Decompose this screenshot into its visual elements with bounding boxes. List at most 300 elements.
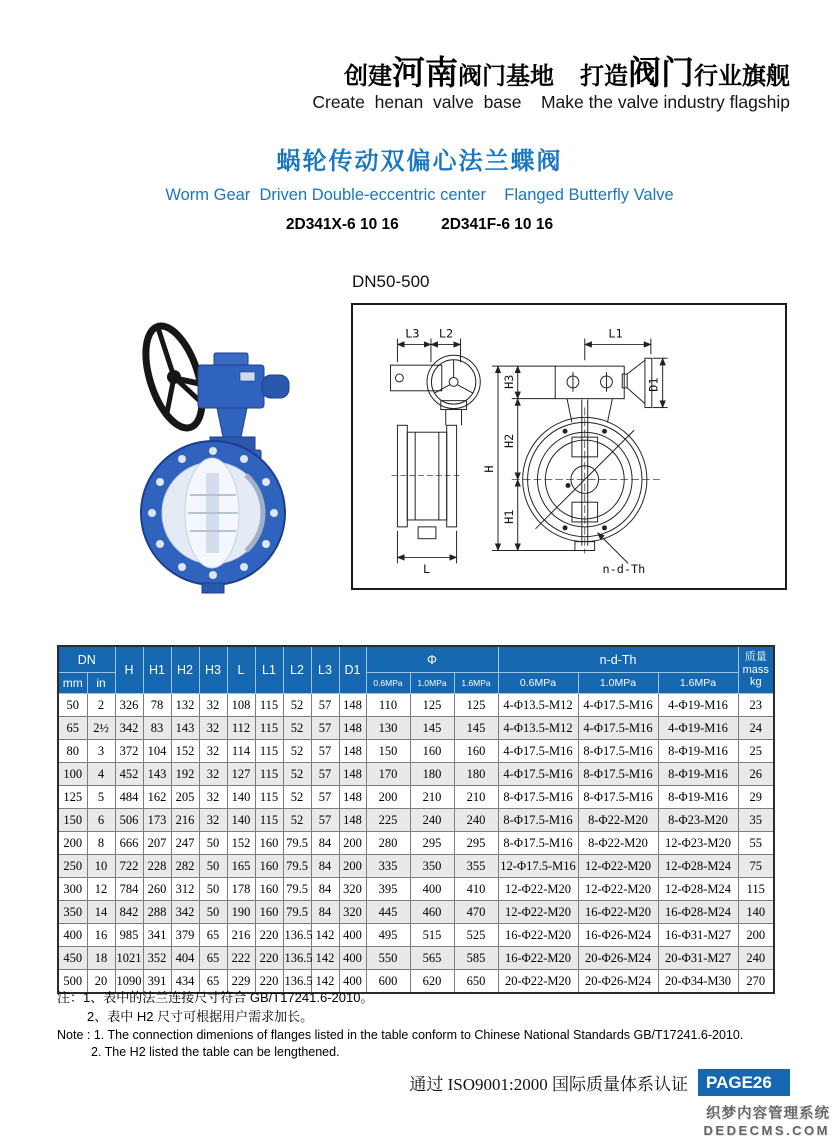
table-cell: 515 [410,924,454,947]
table-cell: 160 [410,740,454,763]
table-cell: 16 [87,924,115,947]
footer [0,1069,790,1096]
table-cell: 207 [143,832,171,855]
table-cell: 148 [339,763,366,786]
table-cell: 142 [311,924,339,947]
table-cell: 148 [339,694,366,717]
header-mass-unit: kg [749,676,762,689]
table-cell: 280 [366,832,410,855]
table-cell: 150 [366,740,410,763]
table-cell: 220 [255,970,283,994]
table-cell: 282 [171,855,199,878]
table-cell: 84 [311,901,339,924]
table-cell: 2 [87,694,115,717]
header-phi-10: 1.0MPa [410,673,454,694]
table-cell: 8-Φ23-M20 [658,809,738,832]
header-h2: H2 [171,646,199,694]
table-cell: 8-Φ17.5-M16 [498,832,578,855]
table-cell: 8-Φ17.5-M16 [498,809,578,832]
valve-body [141,441,285,593]
table-cell: 32 [199,740,227,763]
table-cell: 145 [454,717,498,740]
table-cell: 8 [87,832,115,855]
table-cell: 136.5 [283,924,311,947]
table-cell: 165 [227,855,255,878]
table-cell: 32 [199,786,227,809]
table-cell: 342 [171,901,199,924]
header-l: L [227,646,255,694]
product-title-zh: 蜗轮传动双偏心法兰蝶阀 [276,148,563,175]
table-cell: 115 [255,694,283,717]
table-cell: 114 [227,740,255,763]
table-cell: 220 [255,924,283,947]
watermark-line1: 织梦内容管理系统 [706,1106,830,1122]
table-cell: 80 [58,740,87,763]
notes [57,989,743,1060]
table-cell: 4-Φ17.5-M16 [498,763,578,786]
table-cell: 50 [199,855,227,878]
note-en-1: Note : 1. The connection dimenions of flanges listed in the table conform to Chinese National Standards GB/T17241.6-2010. [57,1027,744,1042]
dim-label-h2: H2 [501,433,516,448]
masthead-slogan-en: Create henan valve base Make the valve industry flagship [312,92,790,112]
table-cell: 170 [366,763,410,786]
table-cell: 525 [454,924,498,947]
table-cell: 52 [283,740,311,763]
table-cell: 55 [738,832,774,855]
table-cell: 16-Φ22-M20 [498,947,578,970]
table-cell: 650 [454,970,498,994]
table-cell: 83 [143,717,171,740]
dim-label-l2: L2 [438,326,454,341]
table-cell: 4-Φ13.5-M12 [498,694,578,717]
table-cell: 152 [227,832,255,855]
table-cell: 1021 [115,947,143,970]
table-cell: 250 [58,855,87,878]
table-cell: 842 [115,901,143,924]
table-cell: 4 [87,763,115,786]
table-cell: 5 [87,786,115,809]
dim-label-d1: D1 [646,377,661,392]
table-cell: 470 [454,901,498,924]
table-cell: 152 [171,740,199,763]
model-number-right: 2D341F-6 10 16 [441,216,554,233]
table-cell: 220 [255,947,283,970]
table-cell: 52 [283,786,311,809]
table-cell: 12-Φ22-M20 [498,901,578,924]
table-cell: 142 [311,970,339,994]
table-cell: 192 [171,763,199,786]
table-cell: 341 [143,924,171,947]
table-cell: 35 [738,809,774,832]
table-cell: 240 [410,809,454,832]
table-cell: 148 [339,740,366,763]
slogan-text-large: 阀门 [628,54,694,91]
product-photo [128,313,318,605]
table-cell: 4-Φ17.5-M16 [578,717,658,740]
header-dn: DN [58,646,115,673]
table-cell: 50 [199,878,227,901]
table-cell: 50 [199,901,227,924]
table-cell: 136.5 [283,970,311,994]
table-cell: 452 [115,763,143,786]
table-cell: 270 [738,970,774,994]
table-row [58,717,774,740]
table-cell: 142 [311,947,339,970]
table-cell: 84 [311,832,339,855]
table-cell: 460 [410,901,454,924]
table-cell: 10 [87,855,115,878]
header-ndth-16: 1.6MPa [658,673,738,694]
table-cell: 190 [227,901,255,924]
note-en-2: 2. The H2 listed the table can be lengthened. [91,1044,340,1059]
table-cell: 52 [283,763,311,786]
table-cell: 4-Φ19-M16 [658,694,738,717]
header-phi-06: 0.6MPa [366,673,410,694]
table-cell: 260 [143,878,171,901]
valve-photo-illustration [128,313,318,605]
table-cell: 4-Φ17.5-M16 [578,694,658,717]
table-cell: 57 [311,786,339,809]
table-cell: 8-Φ17.5-M16 [578,786,658,809]
table-cell: 222 [227,947,255,970]
table-cell: 3 [87,740,115,763]
table-row [58,786,774,809]
table-cell: 550 [366,947,410,970]
table-row [58,832,774,855]
table-cell: 160 [255,878,283,901]
table-cell: 320 [339,878,366,901]
table-cell: 200 [738,924,774,947]
table-cell: 400 [339,947,366,970]
table-cell: 216 [171,809,199,832]
table-cell: 148 [339,786,366,809]
table-cell: 240 [454,809,498,832]
table-row [58,855,774,878]
table-cell: 4-Φ13.5-M12 [498,717,578,740]
header-h3: H3 [199,646,227,694]
drawing-front-view [482,327,668,577]
table-cell: 16-Φ26-M24 [578,924,658,947]
table-cell: 585 [454,947,498,970]
table-cell: 57 [311,717,339,740]
table-cell: 65 [58,717,87,740]
table-cell: 12-Φ22-M20 [498,878,578,901]
table-cell: 355 [454,855,498,878]
table-cell: 20 [87,970,115,994]
table-cell: 8-Φ17.5-M16 [578,763,658,786]
model-numbers [0,216,839,234]
table-cell: 148 [339,717,366,740]
masthead-slogan-zh [312,56,790,89]
table-cell: 20-Φ34-M30 [658,970,738,994]
table-cell: 112 [227,717,255,740]
table-cell: 400 [339,970,366,994]
table-row [58,878,774,901]
table-cell: 57 [311,694,339,717]
table-cell: 600 [366,970,410,994]
table-cell: 210 [410,786,454,809]
table-cell: 79.5 [283,855,311,878]
header-mass-zh: 质量 [744,650,767,663]
table-cell: 400 [339,924,366,947]
slogan-phrase [580,54,790,91]
table-cell: 400 [58,924,87,947]
table-cell: 200 [339,855,366,878]
table-cell: 140 [227,786,255,809]
table-cell: 484 [115,786,143,809]
table-cell: 65 [199,924,227,947]
table-cell: 136.5 [283,947,311,970]
table-cell: 115 [255,809,283,832]
table-cell: 57 [311,763,339,786]
note-zh-1: 注：1、表中的法兰连接尺寸符合 GB/T17241.6-2010。 [57,990,374,1005]
table-row [58,947,774,970]
table-cell: 32 [199,717,227,740]
table-cell: 8-Φ19-M16 [658,740,738,763]
table-cell: 115 [738,878,774,901]
table-cell: 247 [171,832,199,855]
spec-table [57,645,775,994]
table-cell: 115 [255,717,283,740]
table-cell: 400 [410,878,454,901]
header-phi: Φ [366,646,498,673]
table-cell: 104 [143,740,171,763]
header-mm: mm [58,673,87,694]
table-cell: 160 [454,740,498,763]
table-cell: 140 [738,901,774,924]
table-cell: 784 [115,878,143,901]
table-cell: 495 [366,924,410,947]
table-cell: 162 [143,786,171,809]
table-cell: 78 [143,694,171,717]
table-cell: 8-Φ17.5-M16 [578,740,658,763]
table-cell: 115 [255,740,283,763]
slogan-text: 打造 [580,63,628,90]
table-cell: 65 [199,970,227,994]
table-row [58,901,774,924]
table-cell: 125 [454,694,498,717]
table-cell: 32 [199,763,227,786]
drawing-side-view [391,327,481,577]
table-cell: 125 [58,786,87,809]
table-cell: 143 [171,717,199,740]
header-mass-en: mass [742,663,769,676]
table-cell: 295 [454,832,498,855]
table-cell: 25 [738,740,774,763]
table-cell: 506 [115,809,143,832]
table-cell: 2½ [87,717,115,740]
dim-label-h1: H1 [501,509,516,524]
table-cell: 12-Φ22-M20 [578,878,658,901]
table-cell: 130 [366,717,410,740]
table-cell: 50 [58,694,87,717]
table-cell: 84 [311,878,339,901]
table-cell: 228 [143,855,171,878]
table-cell: 445 [366,901,410,924]
page-number-badge: PAGE26 [698,1069,790,1096]
product-title-en: Worm Gear Driven Double-eccentric center Flanged Butterfly Valve [165,186,674,204]
table-row [58,694,774,717]
header-ndth-06: 0.6MPa [498,673,578,694]
table-cell: 148 [339,809,366,832]
spec-table-header [58,646,774,694]
table-cell: 200 [58,832,87,855]
table-cell: 20-Φ26-M24 [578,970,658,994]
table-cell: 52 [283,717,311,740]
table-cell: 12 [87,878,115,901]
header-mass [738,646,774,694]
table-cell: 160 [255,832,283,855]
table-cell: 127 [227,763,255,786]
table-cell: 12-Φ23-M20 [658,832,738,855]
table-cell: 65 [199,947,227,970]
table-cell: 240 [738,947,774,970]
table-cell: 79.5 [283,901,311,924]
table-cell: 1090 [115,970,143,994]
table-cell: 200 [366,786,410,809]
slogan-phrase [344,54,554,91]
table-cell: 110 [366,694,410,717]
table-cell: 57 [311,740,339,763]
table-cell: 24 [738,717,774,740]
table-cell: 210 [454,786,498,809]
table-cell: 18 [87,947,115,970]
table-cell: 312 [171,878,199,901]
table-cell: 8-Φ17.5-M16 [498,786,578,809]
table-cell: 391 [143,970,171,994]
table-cell: 300 [58,878,87,901]
dim-label-l: L [423,562,431,577]
table-cell: 225 [366,809,410,832]
table-cell: 143 [143,763,171,786]
table-cell: 404 [171,947,199,970]
table-cell: 395 [366,878,410,901]
table-cell: 160 [255,855,283,878]
dn-range-label: DN50-500 [352,272,430,291]
dim-label-ndth: n-d-Th [602,562,646,577]
technical-drawing [351,303,787,590]
slogan-text: 阀门基地 [458,63,554,90]
table-cell: 132 [171,694,199,717]
table-cell: 12-Φ22-M20 [578,855,658,878]
table-cell: 79.5 [283,832,311,855]
header-l2: L2 [283,646,311,694]
table-cell: 26 [738,763,774,786]
slogan-text: 行业旗舰 [694,63,790,90]
table-cell: 985 [115,924,143,947]
table-cell: 4-Φ19-M16 [658,717,738,740]
table-cell: 23 [738,694,774,717]
table-cell: 6 [87,809,115,832]
table-cell: 666 [115,832,143,855]
table-cell: 229 [227,970,255,994]
table-cell: 108 [227,694,255,717]
header-in: in [87,673,115,694]
table-cell: 216 [227,924,255,947]
table-cell: 350 [410,855,454,878]
dim-label-h: H [482,465,497,473]
table-cell: 115 [255,786,283,809]
slogan-text: 创建 [344,63,392,90]
table-cell: 50 [199,832,227,855]
table-cell: 352 [143,947,171,970]
slogan-text-large: 河南 [392,54,458,91]
masthead [312,56,790,113]
header-h1: H1 [143,646,171,694]
certification-text: 通过 ISO9001:2000 国际质量体系认证 [409,1075,688,1094]
table-cell: 295 [410,832,454,855]
header-l3: L3 [311,646,339,694]
dim-label-h3: H3 [501,374,516,389]
table-cell: 150 [58,809,87,832]
watermark [704,1105,830,1139]
table-cell: 16-Φ22-M20 [498,924,578,947]
table-cell: 32 [199,809,227,832]
table-cell: 288 [143,901,171,924]
table-cell: 20-Φ22-M20 [498,970,578,994]
table-cell: 84 [311,855,339,878]
table-cell: 16-Φ31-M27 [658,924,738,947]
header-ndth: n-d-Th [498,646,738,673]
table-cell: 12-Φ28-M24 [658,878,738,901]
product-heading [0,141,839,234]
dim-label-l1: L1 [608,326,623,341]
bottom-lug [202,583,224,593]
table-cell: 32 [199,694,227,717]
table-cell: 8-Φ19-M16 [658,786,738,809]
header-ndth-10: 1.0MPa [578,673,658,694]
table-cell: 29 [738,786,774,809]
table-cell: 320 [339,901,366,924]
table-cell: 125 [410,694,454,717]
table-cell: 342 [115,717,143,740]
table-cell: 14 [87,901,115,924]
dim-label-l3: L3 [405,326,420,341]
table-cell: 350 [58,901,87,924]
table-row [58,763,774,786]
table-cell: 8-Φ19-M16 [658,763,738,786]
table-cell: 565 [410,947,454,970]
table-cell: 620 [410,970,454,994]
table-cell: 12-Φ28-M24 [658,855,738,878]
table-cell: 200 [339,832,366,855]
table-row [58,740,774,763]
table-cell: 450 [58,947,87,970]
table-cell: 500 [58,970,87,994]
table-cell: 8-Φ22-M20 [578,832,658,855]
table-cell: 20-Φ26-M24 [578,947,658,970]
note-zh-2: 2、表中 H2 尺寸可根据用户需求加长。 [87,1008,314,1024]
table-cell: 434 [171,970,199,994]
header-l1: L1 [255,646,283,694]
table-cell: 115 [255,763,283,786]
table-cell: 52 [283,809,311,832]
table-row [58,809,774,832]
table-cell: 52 [283,694,311,717]
table-cell: 160 [255,901,283,924]
table-cell: 16-Φ28-M24 [658,901,738,924]
dimension-drawing [353,305,785,588]
table-cell: 100 [58,763,87,786]
table-cell: 379 [171,924,199,947]
table-cell: 180 [454,763,498,786]
table-cell: 178 [227,878,255,901]
table-cell: 372 [115,740,143,763]
table-cell: 57 [311,809,339,832]
table-cell: 145 [410,717,454,740]
header-h: H [115,646,143,694]
gearbox [198,353,289,408]
